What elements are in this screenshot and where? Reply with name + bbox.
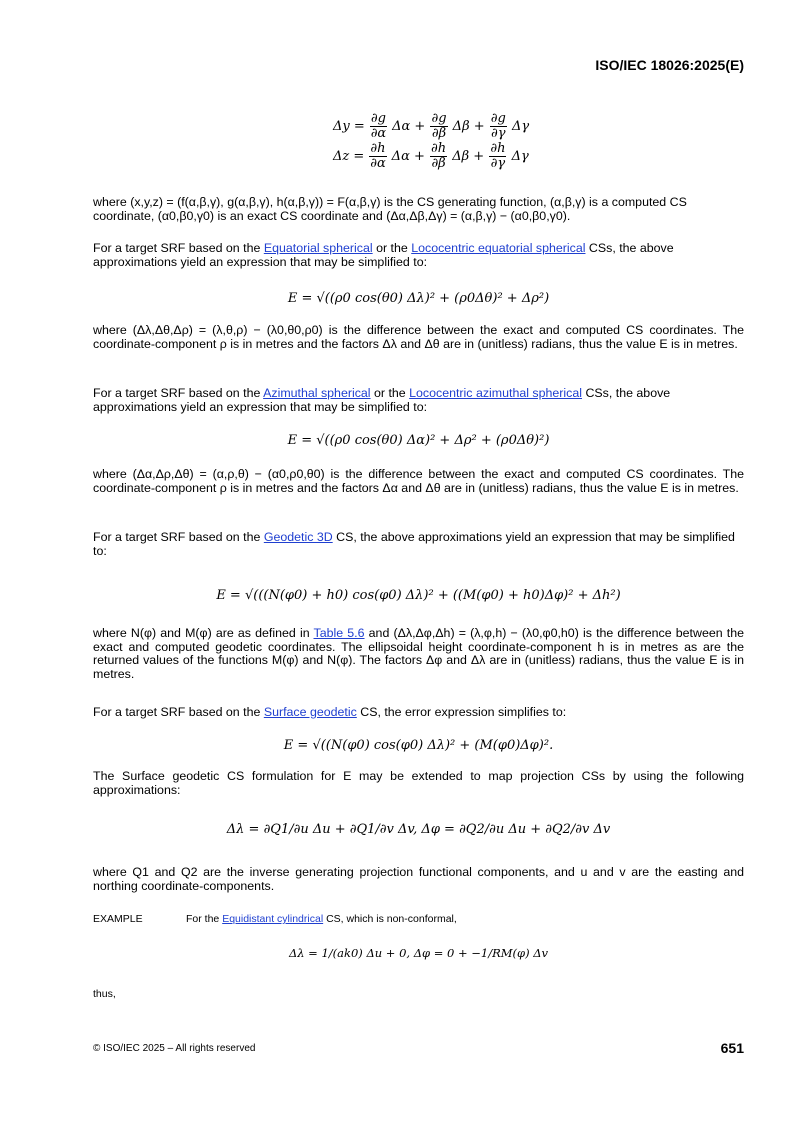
link-table-5-6[interactable]: Table 5.6 (313, 626, 365, 640)
paragraph-geodetic-explain (93, 627, 744, 681)
link-lococentric-equatorial-spherical[interactable]: Lococentric equatorial spherical (411, 241, 586, 255)
paragraph-text: where N(φ) and M(φ) are as defined in (93, 626, 314, 640)
paragraph-text: For a target SRF based on the (93, 530, 264, 544)
paragraph-text: For a target SRF based on the (93, 241, 264, 255)
equation-example: Δλ = 1/(ak0) Δu + 0, Δφ = 0 + −1/RM(φ) Δv (288, 946, 549, 960)
paragraph-text: For a target SRF based on the (93, 386, 264, 400)
equation-projection: Δλ = ∂Q1/∂u Δu + ∂Q1/∂v Δv, Δφ = ∂Q2/∂u Δu + ∂Q2/∂v Δv (226, 822, 611, 837)
example-text-pre: For the (186, 913, 223, 925)
paragraph-text: or the (372, 241, 412, 255)
paragraph-map-projection: The Surface geodetic CS formulation for E may be extended to map projection CSs by using the following approximations: (93, 769, 744, 797)
link-azimuthal-spherical[interactable]: Azimuthal spherical (263, 386, 371, 400)
equation-surface-geodetic: E = √((N(φ0) cos(φ0) Δλ)² + (M(φ0)Δφ)². (283, 738, 554, 753)
paragraph-inverse-components: where Q1 and Q2 are the inverse generating projection functional components, and u and v are the easting and northing coordinate-components. (93, 865, 744, 893)
equation-geodetic: E = √(((N(φ0) + h0) cos(φ0) Δλ)² + ((M(φ0) + h0)Δφ)² + Δh²) (216, 588, 621, 603)
link-equatorial-spherical[interactable]: Equatorial spherical (263, 241, 373, 255)
equation-equatorial: E = √((ρ0 cos(θ0) Δλ)² + (ρ0Δθ)² + Δρ²) (287, 291, 550, 306)
paragraph-equatorial-explain: where (Δλ,Δθ,Δρ) = (λ,θ,ρ) − (λ0,θ0,ρ0) is the difference between the exact and computed CS coordinates. The coordinate-component ρ is in metres and the factors Δλ and Δθ are in (unitless) radians, thus the value E is in metres. (93, 323, 744, 351)
link-lococentric-azimuthal-spherical[interactable]: Lococentric azimuthal spherical (409, 386, 583, 400)
paragraph-azimuthal-intro (93, 387, 744, 414)
paragraph-text: CS, the error expression simplifies to: (356, 705, 567, 719)
paragraph-thus: thus, (93, 988, 116, 1000)
document-id: ISO/IEC 18026:2025(E) (595, 57, 744, 73)
paragraph-equatorial-intro (93, 242, 744, 269)
footer-copyright: © ISO/IEC 2025 – All rights reserved (93, 1043, 256, 1054)
equation-azimuthal: E = √((ρ0 cos(θ0) Δα)² + Δρ² + (ρ0Δθ)²) (287, 433, 550, 448)
link-geodetic-3d[interactable]: Geodetic 3D (263, 530, 333, 544)
paragraph-text: For a target SRF based on the (93, 705, 264, 719)
link-equidistant-cylindrical[interactable]: Equidistant cylindrical (222, 913, 324, 925)
link-surface-geodetic[interactable]: Surface geodetic (263, 705, 357, 719)
paragraph-text: CS, the above approximations yield an expression that may be simplified to: (93, 530, 735, 558)
paragraph-text: CSs, the above approximations yield an expression that may be simplified to: (93, 241, 674, 269)
paragraph-azimuthal-explain: where (Δα,Δρ,Δθ) = (α,ρ,θ) − (α0,ρ0,θ0) is the difference between the exact and computed CS coordinates. The coordinate-component ρ is in metres and the factors Δα and Δθ are in (unitless) radians, thus the value E is in metres. (93, 467, 744, 495)
page-number: 651 (720, 1040, 744, 1056)
paragraph-text: and (Δλ,Δφ,Δh) = (λ,φ,h) − (λ0,φ0,h0) is the difference between the exact and computed geodetic coordinates. The ellipsoidal height coordinate-component h is in metres as are the returned values of the functions M(φ) and N(φ). The factors Δφ and Δλ are in (unitless) radians, thus the value E is in metres. (93, 626, 744, 681)
example-text-post: CS, which is non-conformal, (323, 913, 457, 925)
example-label: EXAMPLE (93, 913, 143, 925)
paragraph-surface-intro (93, 706, 744, 720)
paragraph-geodetic-intro (93, 531, 744, 558)
equation-dy: Δy = $\frac{\partial g}{\partial\alpha}$ Δα + $\frac{\partial g}{\partial\beta}$ Δβ + $\frac{\partial g}{\partial\gamma}$ Δγ (333, 111, 530, 141)
paragraph-text: CSs, the above approximations yield an expression that may be simplified to: (93, 386, 671, 414)
equation-dz: Δz = $\frac{\partial h}{\partial\alpha}$ Δα + $\frac{\partial h}{\partial\beta}$ Δβ + $\frac{\partial h}{\partial\gamma}$ Δγ (333, 141, 529, 171)
paragraph-cs-generating: where (x,y,z) = (f(α,β,γ), g(α,β,γ), h(α,β,γ)) = F(α,β,γ) is the CS generating function, (α,β,γ) is a computed CS coordinate, (α0,β0,γ0) is an exact CS coordinate and (Δα,Δβ,Δγ) = (α,β,γ) − (α0,β0,γ0). (93, 195, 687, 223)
example-text (186, 913, 457, 925)
paragraph-text: or the (370, 386, 410, 400)
